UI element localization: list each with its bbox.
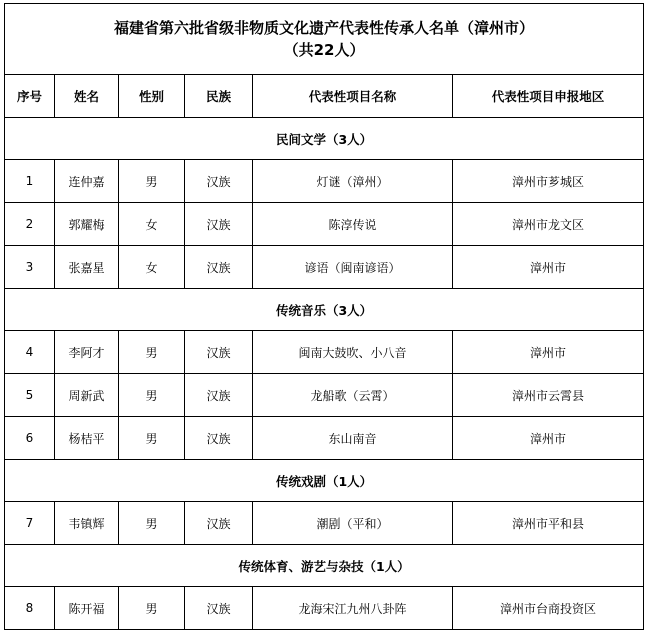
- cell-region: 漳州市芗城区: [453, 160, 644, 203]
- cell-name: 李阿才: [55, 331, 119, 374]
- cell-region: 漳州市: [453, 331, 644, 374]
- cell-gender: 男: [119, 374, 185, 417]
- cell-project: 灯谜（漳州）: [253, 160, 453, 203]
- cell-no: 2: [5, 203, 55, 246]
- cell-project: 谚语（闽南谚语）: [253, 246, 453, 289]
- cell-gender: 男: [119, 417, 185, 460]
- header-gender: 性别: [119, 75, 185, 118]
- cell-gender: 男: [119, 502, 185, 545]
- cell-region: 漳州市: [453, 246, 644, 289]
- cell-gender: 男: [119, 160, 185, 203]
- cell-project: 陈淳传说: [253, 203, 453, 246]
- header-ethnicity: 民族: [185, 75, 253, 118]
- table-title: [5, 4, 644, 75]
- cell-gender: 女: [119, 246, 185, 289]
- cell-no: 7: [5, 502, 55, 545]
- cell-no: 3: [5, 246, 55, 289]
- cell-no: 6: [5, 417, 55, 460]
- table-row: [5, 246, 644, 289]
- cell-ethnicity: 汉族: [185, 203, 253, 246]
- cell-ethnicity: 汉族: [185, 374, 253, 417]
- cell-name: 韦镇辉: [55, 502, 119, 545]
- cell-name: 连仲嘉: [55, 160, 119, 203]
- category-row: [5, 545, 644, 587]
- title-line-2: （共22人）: [283, 41, 365, 59]
- cell-no: 5: [5, 374, 55, 417]
- cell-ethnicity: 汉族: [185, 331, 253, 374]
- cell-region: 漳州市龙文区: [453, 203, 644, 246]
- cell-gender: 女: [119, 203, 185, 246]
- category-row: [5, 289, 644, 331]
- title-row: [5, 4, 644, 75]
- cell-project: 龙海宋江九州八卦阵: [253, 587, 453, 630]
- cell-no: 4: [5, 331, 55, 374]
- table-row: [5, 417, 644, 460]
- cell-region: 漳州市平和县: [453, 502, 644, 545]
- table-row: [5, 203, 644, 246]
- cell-name: 周新武: [55, 374, 119, 417]
- cell-project: 东山南音: [253, 417, 453, 460]
- header-project: 代表性项目名称: [253, 75, 453, 118]
- table-row: [5, 502, 644, 545]
- cell-region: 漳州市: [453, 417, 644, 460]
- cell-project: 龙船歌（云霄）: [253, 374, 453, 417]
- header-no: 序号: [5, 75, 55, 118]
- category-row: [5, 460, 644, 502]
- inheritors-table: [4, 3, 644, 630]
- cell-ethnicity: 汉族: [185, 417, 253, 460]
- category-label: 传统音乐（3人）: [5, 289, 644, 331]
- cell-ethnicity: 汉族: [185, 502, 253, 545]
- cell-ethnicity: 汉族: [185, 246, 253, 289]
- cell-project: 闽南大鼓吹、小八音: [253, 331, 453, 374]
- title-line-1: 福建省第六批省级非物质文化遗产代表性传承人名单（漳州市）: [114, 19, 535, 37]
- cell-region: 漳州市台商投资区: [453, 587, 644, 630]
- header-row: [5, 75, 644, 118]
- cell-name: 张嘉星: [55, 246, 119, 289]
- cell-gender: 男: [119, 331, 185, 374]
- cell-name: 郭耀梅: [55, 203, 119, 246]
- cell-name: 杨桔平: [55, 417, 119, 460]
- category-row: [5, 118, 644, 160]
- cell-project: 潮剧（平和）: [253, 502, 453, 545]
- table-row: [5, 160, 644, 203]
- category-label: 传统戏剧（1人）: [5, 460, 644, 502]
- cell-ethnicity: 汉族: [185, 160, 253, 203]
- cell-ethnicity: 汉族: [185, 587, 253, 630]
- cell-region: 漳州市云霄县: [453, 374, 644, 417]
- cell-name: 陈开福: [55, 587, 119, 630]
- header-region: 代表性项目申报地区: [453, 75, 644, 118]
- table-row: [5, 587, 644, 630]
- cell-no: 1: [5, 160, 55, 203]
- cell-gender: 男: [119, 587, 185, 630]
- table-row: [5, 331, 644, 374]
- table-row: [5, 374, 644, 417]
- header-name: 姓名: [55, 75, 119, 118]
- cell-no: 8: [5, 587, 55, 630]
- category-label: 传统体育、游艺与杂技（1人）: [5, 545, 644, 587]
- category-label: 民间文学（3人）: [5, 118, 644, 160]
